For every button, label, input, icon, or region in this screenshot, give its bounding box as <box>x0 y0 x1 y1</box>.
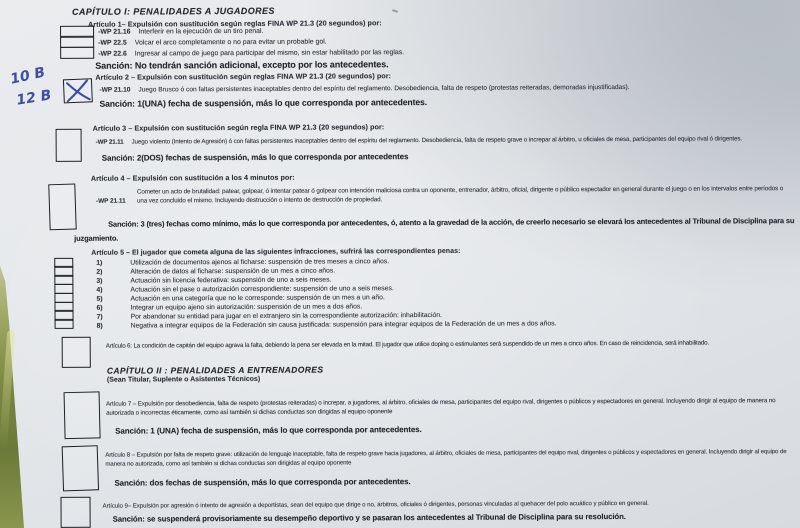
item-number: 8) <box>96 322 103 330</box>
chapter2-title: CAPÍTULO II : PENALIDADES A ENTRENADORES <box>106 364 324 376</box>
item-number: 4) <box>96 286 103 294</box>
chapter2-subtitle: (Sean Titular, Suplente o Asistentes Técnicos) <box>106 375 261 384</box>
handwritten-x-mark <box>64 79 92 102</box>
checkbox-article2 <box>63 78 93 103</box>
rule-code: -WP 21.11 <box>95 197 126 205</box>
item-text: Por abandonar su entidad para jugar en el extranjero sin la correspondiente autorización: inhabilitación. <box>130 311 442 321</box>
article6-text: Artículo 6: La condición de capitán del equipo agrava la falta, debiendo la pena ser elevada en la mitad. El jugador que utilice doping o estimulantes será suspendido de un mes a cinco años. En caso de reincidencia, será inhabilitado. <box>105 339 710 350</box>
item-number: 7) <box>96 313 103 321</box>
rule-line <box>98 47 778 58</box>
article3-sanction: Sanción: 2(DOS) fechas de suspensión, más lo que corresponda por antecedentes <box>101 152 409 163</box>
rule-text: Cometer un acto de brutalidad: patear, golpear, ó intentar patear ó golpear con intención maliciosa contra un oponente, entrenador, árbitro, oficial, dirigente o público espectador en general durante el juego o en los intervalos entre períodos o una vez concluido el mismo. Incluyendo destrucción o intento de destrucción de propiedad. <box>136 185 784 205</box>
article2-sanction: Sanción: 1(UNA) fecha de suspensión, más lo que corresponda por antecedentes. <box>99 96 428 109</box>
article1-checkbox-column <box>60 27 94 59</box>
item-text: Actuación sin licencia federativa: suspensión de uno a seis meses. <box>130 276 332 285</box>
checkbox-article4 <box>48 183 76 230</box>
rule-code: -WP 21.10 <box>99 86 131 94</box>
article5-checkbox-column <box>54 259 73 329</box>
rule-line <box>96 135 796 146</box>
article2-heading: Artículo 2 – Expulsión con sustitución según reglas FINA WP 21.3 (20 segundos) por: <box>95 71 392 82</box>
article8-sanction: Sanción: dos fechas de suspensión, más lo que corresponda por antecedentes. <box>114 477 411 488</box>
article5-heading: Artículo 5 – El jugador que cometa alguna de las siguientes infracciones, sufrirá las correspondientes penas: <box>91 247 461 257</box>
infraction-item <box>97 319 787 330</box>
checkbox-item8 <box>55 319 74 329</box>
item-number: 2) <box>96 268 103 276</box>
article3-heading: Artículo 3 – Expulsión con sustitución según regla FINA WP 21.3 (20 segundos) por: <box>92 122 385 133</box>
rule-code: -WP 21.11 <box>95 138 124 146</box>
checkbox-wp226 <box>60 47 94 59</box>
checkbox-article8 <box>62 445 99 491</box>
item-text: Alteración de datos al ficharse: suspensión de un mes a cinco años. <box>130 267 336 276</box>
article7-sanction: Sanción: 1 (UNA) fecha de suspensión, más lo que corresponda por antecedentes. <box>115 425 422 436</box>
item-text: Actuación sin el pase o autorización correspondiente: suspensión de uno a seis meses. <box>130 285 394 294</box>
rule-text: Interferir en la ejecución de un tiro penal. <box>138 27 264 36</box>
item-number: 3) <box>96 277 103 285</box>
margin-note-2: 12 B <box>15 87 53 109</box>
article1-heading: Artículo 1– Expulsión con sustitución según reglas FINA WP 21.3 (20 segundos) por: <box>87 18 382 29</box>
item-text: Utilización de documentos ajenos al ficharse: suspensión de tres meses a cinco años. <box>130 258 390 267</box>
item-number: 6) <box>96 304 103 312</box>
article4-sanction: Sanción: 3 (tres) fechas como mínimo, más lo que corresponda por antecedentes, ó, atento a la gravedad de la acción, de creerlo necesario se elevará los antecedentes al Tribunal de Disciplina para su juzgamiento. <box>74 216 795 243</box>
chapter1-title: CAPÍTULO I: PENALIDADES A JUGADORES <box>71 5 275 17</box>
checkbox-article9 <box>60 497 90 528</box>
item-text: Actuación en una categoría que no le corresponde: suspensión de un mes a un año. <box>130 294 385 303</box>
article9-sanction: Sanción: se suspenderá provisoriamente su desempeño deportivo y se pasaran los antecedentes al Tribunal de Disciplina para su resolución. <box>112 511 626 524</box>
rule-code: -WP 22.6 <box>98 50 127 58</box>
margin-note-1: 10 B <box>8 64 47 88</box>
rule-text: Volcar el arco completamente o no para evitar un probable gol. <box>134 38 327 47</box>
checkbox-article7 <box>64 391 101 439</box>
checkbox-article3 <box>56 129 82 162</box>
rule-code: -WP 22.5 <box>98 39 127 47</box>
rule-text: Juego violento (Intento de Agresión) ó con faltas persistentes inaceptables dentro del espíritu del reglamento. Desobediencia, falta de respeto grave o increpar al árbitro, u oficiales de mesa, participantes del equipo rival ó dirigentes. <box>131 135 743 146</box>
checkbox-article6 <box>62 337 91 368</box>
rule-text: Juego Brusco ó con faltas persistentes inaceptables dentro del espíritu del reglamento. Desobediencia, falta de respeto (protestas reiteradas, demoradas injustificadas). <box>138 83 630 94</box>
article9-text: Artículo 9– Expulsión por agresión ó intento de agresión a deportistas, sean del equipo que dirige o no, árbitros, oficiales ó dirigentes, personas vinculadas al quehacer del polo acuático y público en general. <box>102 499 649 510</box>
item-number: 5) <box>96 295 103 303</box>
rule-line <box>98 36 778 47</box>
item-text: Negativa a integrar equipos de la Federación sin causa justificada: suspensión para integrar equipos de la Federación de un mes a dos años. <box>130 320 557 330</box>
article4-heading: Artículo 4 – Expulsión con sustitución a los 4 minutos por: <box>90 172 295 183</box>
article7-text: Artículo 7 – Expulsión por desobediencia, falta de respeto (protestas reiteradas) o increpar, a jugadores, al árbitro, oficiales de mesa, participantes del equipo rival, dirigentes o públicos y espectadores en general. Incluyendo dirigir al equipo de manera no autorizada o incorrectas éticamente, como así también si dichas conductas son dirigidas al equipo oponente <box>105 397 776 417</box>
rule-line <box>99 83 789 94</box>
item-number: 1) <box>96 259 103 267</box>
item-text: Integrar un equipo ajeno sin autorización: suspensión de un mes a dos años. <box>130 303 363 312</box>
rule-code: -WP 21.16 <box>98 28 131 36</box>
rule-text: Ingresar al campo de juego para participar del mismo, sin estar habilitado por las reglas. <box>134 49 405 58</box>
article8-text: Artículo 8 – Expulsión por falta de respeto grave: utilización de lenguaje inaceptable, falta de respeto grave hacia jugadores, al árbitro, oficiales de mesa, participantes del equipo rival, dirigentes o públicos y espectadores en general. Incluyendo dirigir al equipo de manera no autorizada, como así también si dichas conductas son dirigidas al equipo oponente <box>105 448 787 468</box>
article1-sanction: Sanción: No tendrán sanción adicional, excepto por los antecedentes. <box>95 59 389 71</box>
